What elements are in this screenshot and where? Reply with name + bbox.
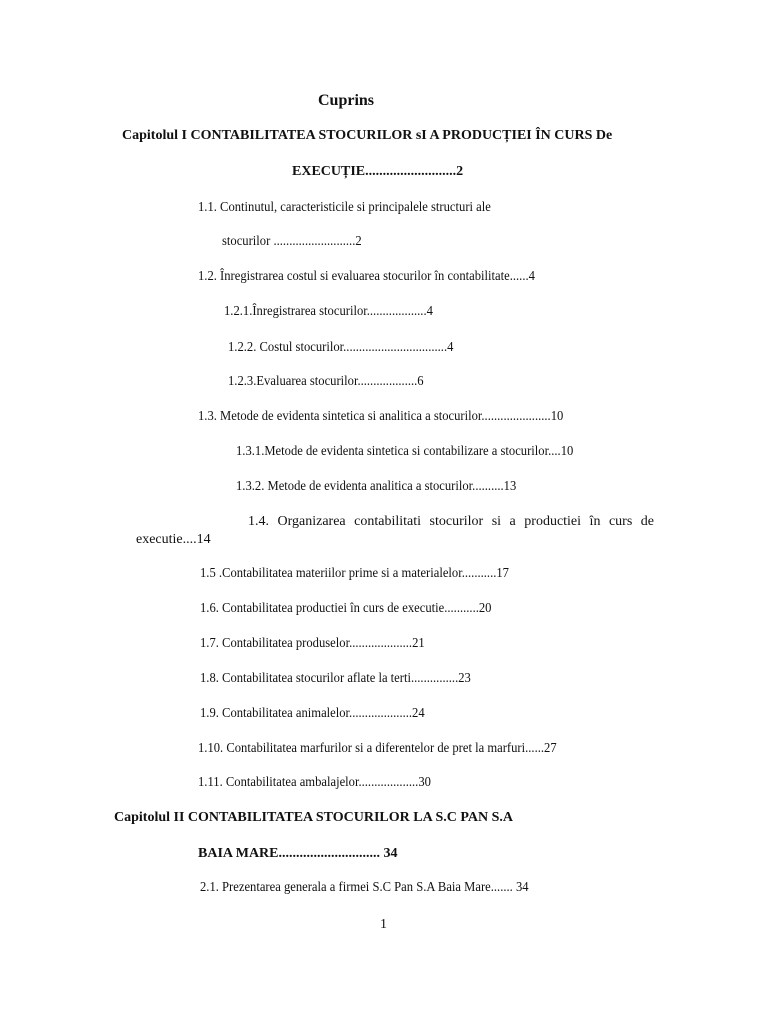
toc-title: Cuprins	[318, 92, 375, 109]
toc-entry-1-3-1: 1.3.1.Metode de evidenta sintetica si contabilizare a stocurilor....10	[236, 444, 574, 459]
page-number: 1	[380, 917, 387, 932]
toc-entry-1-7: 1.7. Contabilitatea produselor....................21	[200, 636, 425, 651]
chapter-2-heading-cont: BAIA MARE............................. 34	[198, 846, 398, 861]
toc-entry-1-1: 1.1. Continutul, caracteristicile si principalele structuri ale	[198, 200, 491, 215]
toc-entry-1-6: 1.6. Contabilitatea productiei în curs de executie...........20	[200, 601, 492, 616]
chapter-1-heading: Capitolul I CONTABILITATEA STOCURILOR sI A PRODUCȚIEI ÎN CURS De	[122, 128, 613, 143]
toc-entry-1-11: 1.11. Contabilitatea ambalajelor...................30	[198, 775, 431, 790]
toc-entry-1-3: 1.3. Metode de evidenta sintetica si analitica a stocurilor......................10	[198, 409, 564, 424]
toc-entry-1-2: 1.2. Înregistrarea costul si evaluarea stocurilor în contabilitate......4	[198, 269, 535, 284]
toc-entry-1-5: 1.5 .Contabilitatea materiilor prime si a materialelor...........17	[200, 566, 509, 581]
toc-entry-1-3-2: 1.3.2. Metode de evidenta analitica a stocurilor..........13	[236, 479, 517, 494]
toc-entry-1-1-cont: stocurilor ..........................2	[222, 234, 362, 249]
toc-entry-1-10: 1.10. Contabilitatea marfurilor si a diferentelor de pret la marfuri......27	[198, 741, 557, 756]
toc-entry-2-1: 2.1. Prezentarea generala a firmei S.C Pan S.A Baia Mare....... 34	[200, 880, 529, 895]
toc-entry-1-2-1: 1.2.1.Înregistrarea stocurilor...................4	[224, 304, 433, 319]
chapter-1-heading-cont: EXECUȚIE..........................2	[292, 164, 464, 179]
toc-entry-1-2-3: 1.2.3.Evaluarea stocurilor...................6	[228, 374, 424, 389]
chapter-2-heading: Capitolul II CONTABILITATEA STOCURILOR LA S.C PAN S.A	[114, 810, 513, 825]
toc-entry-1-4: 1.4. Organizarea contabilitati stocurilor si a productiei în curs de executie....14	[136, 514, 654, 547]
toc-entry-1-2-2: 1.2.2. Costul stocurilor.................................4	[228, 340, 454, 355]
toc-entry-1-8: 1.8. Contabilitatea stocurilor aflate la terti...............23	[200, 671, 471, 686]
toc-entry-1-9: 1.9. Contabilitatea animalelor....................24	[200, 706, 425, 721]
